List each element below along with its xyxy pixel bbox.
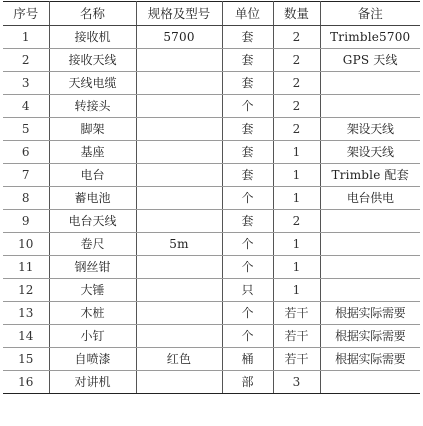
cell-spec [136, 49, 222, 72]
cell-serial: 16 [3, 371, 49, 394]
cell-quantity: 1 [273, 233, 320, 256]
cell-spec [136, 279, 222, 302]
table-row [3, 164, 420, 187]
cell-name: 接收机 [49, 26, 136, 49]
cell-spec [136, 95, 222, 118]
cell-serial: 1 [3, 26, 49, 49]
cell-unit: 只 [222, 279, 273, 302]
table-row [3, 233, 420, 256]
cell-quantity: 2 [273, 118, 320, 141]
header-remark: 备注 [320, 2, 420, 26]
cell-unit: 套 [222, 72, 273, 95]
table-row [3, 325, 420, 348]
cell-quantity: 1 [273, 187, 320, 210]
cell-quantity: 若干 [273, 325, 320, 348]
cell-remark [320, 72, 420, 95]
cell-serial: 3 [3, 72, 49, 95]
cell-quantity: 2 [273, 95, 320, 118]
cell-remark: 电台供电 [320, 187, 420, 210]
cell-spec [136, 302, 222, 325]
header-unit: 单位 [222, 2, 273, 26]
cell-quantity: 3 [273, 371, 320, 394]
cell-name: 大锤 [49, 279, 136, 302]
table-row [3, 95, 420, 118]
cell-remark: 根据实际需要 [320, 325, 420, 348]
cell-unit: 个 [222, 256, 273, 279]
table-row [3, 49, 420, 72]
cell-serial: 4 [3, 95, 49, 118]
cell-quantity: 1 [273, 141, 320, 164]
cell-spec: 5m [136, 233, 222, 256]
table-row [3, 72, 420, 95]
cell-unit: 套 [222, 118, 273, 141]
cell-unit: 个 [222, 302, 273, 325]
cell-serial: 8 [3, 187, 49, 210]
equipment-table [3, 1, 420, 394]
cell-unit: 个 [222, 233, 273, 256]
cell-serial: 13 [3, 302, 49, 325]
cell-remark [320, 371, 420, 394]
table-body [3, 26, 420, 394]
cell-serial: 15 [3, 348, 49, 371]
cell-serial: 5 [3, 118, 49, 141]
cell-spec [136, 325, 222, 348]
cell-remark: Trimble 配套 [320, 164, 420, 187]
cell-serial: 2 [3, 49, 49, 72]
table-row [3, 256, 420, 279]
header-serial: 序号 [3, 2, 49, 26]
cell-serial: 6 [3, 141, 49, 164]
cell-unit: 部 [222, 371, 273, 394]
cell-name: 接收天线 [49, 49, 136, 72]
cell-spec: 5700 [136, 26, 222, 49]
cell-name: 转接头 [49, 95, 136, 118]
cell-name: 卷尺 [49, 233, 136, 256]
header-name: 名称 [49, 2, 136, 26]
table-header [3, 2, 420, 26]
cell-serial: 9 [3, 210, 49, 233]
header-row [3, 2, 420, 26]
cell-quantity: 1 [273, 256, 320, 279]
cell-spec [136, 118, 222, 141]
cell-name: 木桩 [49, 302, 136, 325]
cell-unit: 个 [222, 95, 273, 118]
cell-quantity: 若干 [273, 302, 320, 325]
cell-unit: 套 [222, 26, 273, 49]
cell-remark [320, 256, 420, 279]
cell-serial: 7 [3, 164, 49, 187]
table-row [3, 279, 420, 302]
cell-remark: 根据实际需要 [320, 302, 420, 325]
table-row [3, 348, 420, 371]
header-quantity: 数量 [273, 2, 320, 26]
cell-remark [320, 210, 420, 233]
cell-name: 钢丝钳 [49, 256, 136, 279]
cell-quantity: 2 [273, 210, 320, 233]
cell-name: 电台天线 [49, 210, 136, 233]
cell-spec [136, 164, 222, 187]
cell-remark: Trimble5700 [320, 26, 420, 49]
table-row [3, 187, 420, 210]
table-row [3, 141, 420, 164]
cell-name: 自喷漆 [49, 348, 136, 371]
cell-name: 天线电缆 [49, 72, 136, 95]
cell-spec: 红色 [136, 348, 222, 371]
table-row [3, 210, 420, 233]
cell-unit: 套 [222, 49, 273, 72]
cell-name: 蓄电池 [49, 187, 136, 210]
cell-serial: 14 [3, 325, 49, 348]
cell-spec [136, 371, 222, 394]
cell-spec [136, 187, 222, 210]
cell-name: 对讲机 [49, 371, 136, 394]
cell-spec [136, 141, 222, 164]
cell-remark: 架设天线 [320, 141, 420, 164]
cell-remark: 架设天线 [320, 118, 420, 141]
cell-remark: 根据实际需要 [320, 348, 420, 371]
cell-quantity: 1 [273, 279, 320, 302]
cell-quantity: 1 [273, 164, 320, 187]
cell-serial: 12 [3, 279, 49, 302]
cell-spec [136, 256, 222, 279]
cell-name: 脚架 [49, 118, 136, 141]
cell-quantity: 若干 [273, 348, 320, 371]
cell-unit: 桶 [222, 348, 273, 371]
cell-unit: 套 [222, 141, 273, 164]
table-row [3, 371, 420, 394]
cell-name: 小钉 [49, 325, 136, 348]
cell-remark [320, 95, 420, 118]
cell-unit: 个 [222, 325, 273, 348]
cell-unit: 个 [222, 187, 273, 210]
header-spec: 规格及型号 [136, 2, 222, 26]
cell-spec [136, 72, 222, 95]
cell-quantity: 2 [273, 49, 320, 72]
cell-remark [320, 233, 420, 256]
cell-unit: 套 [222, 164, 273, 187]
equipment-table-container [3, 1, 420, 394]
cell-name: 电台 [49, 164, 136, 187]
table-row [3, 118, 420, 141]
table-row [3, 26, 420, 49]
table-row [3, 302, 420, 325]
cell-remark [320, 279, 420, 302]
cell-spec [136, 210, 222, 233]
cell-serial: 10 [3, 233, 49, 256]
cell-name: 基座 [49, 141, 136, 164]
cell-quantity: 2 [273, 72, 320, 95]
cell-serial: 11 [3, 256, 49, 279]
cell-unit: 套 [222, 210, 273, 233]
cell-remark: GPS 天线 [320, 49, 420, 72]
cell-quantity: 2 [273, 26, 320, 49]
